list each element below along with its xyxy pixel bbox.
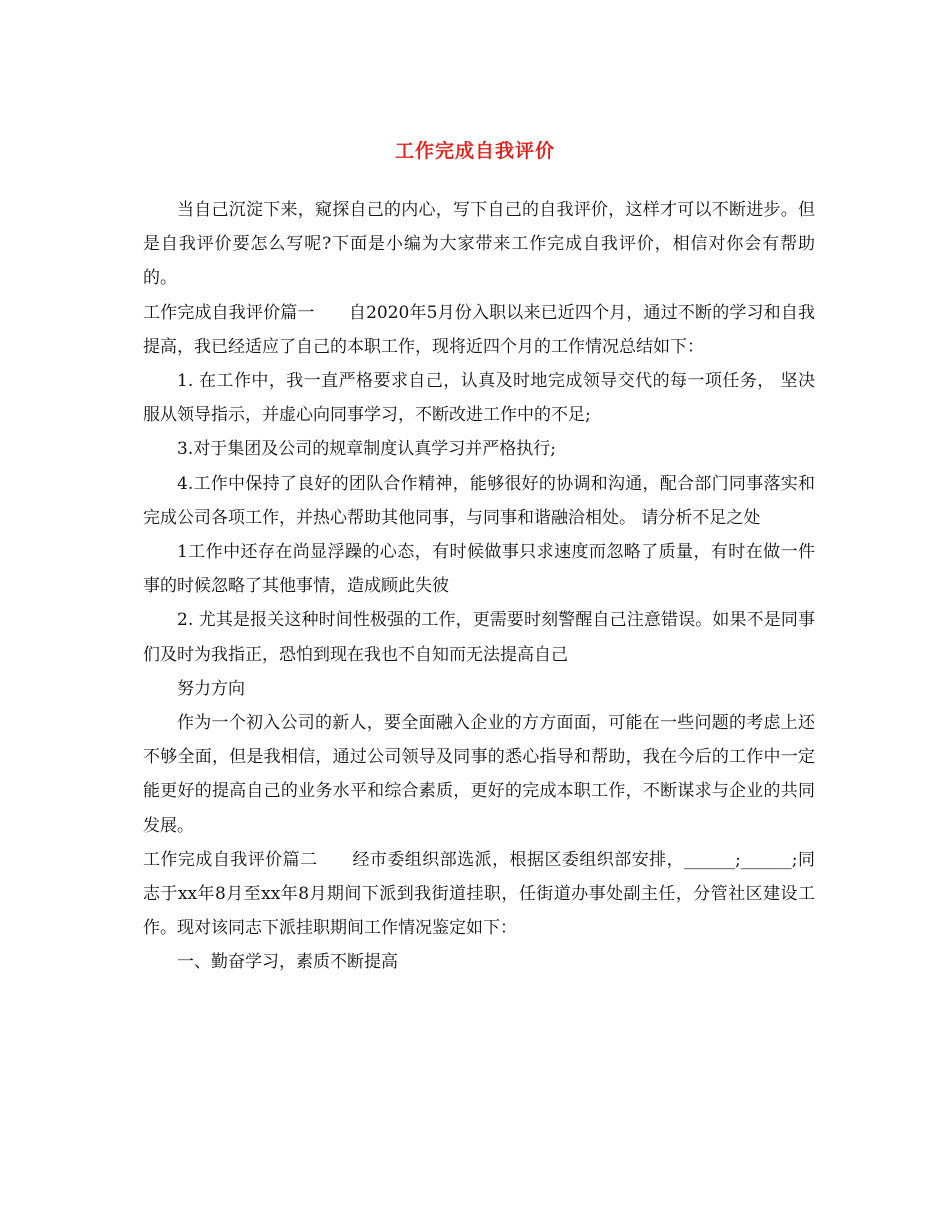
body-paragraph: 4.工作中保持了良好的团队合作精神，能够很好的协调和沟通，配合部门同事落实和完成公司各项工作，并热心帮助其他同事，与同事和谐融洽相处。 请分析不足之处 [143,473,815,528]
body-paragraph: 作为一个初入公司的新人，要全面融入企业的方方面面，可能在一些问题的考虑上还不够全面，但是我相信，通过公司领导及同事的悉心指导和帮助，我在今后的工作中一定能更好的提高自己的业务水平和综合素质，更好的完成本职工作，不断谋求与企业的共同发展。 [143,713,815,836]
body-paragraph: 当自己沉淀下来，窥探自己的内心，写下自己的自我评价，这样才可以不断进步。但是自我评价要怎么写呢?下面是小编为大家带来工作完成自我评价，相信对你会有帮助的。 [143,200,815,289]
body-paragraph: 3.对于集团及公司的规章制度认真学习并严格执行; [177,439,556,460]
body-paragraph: 一、勤奋学习，素质不断提高 [177,952,398,973]
document-title: 工作完成自我评价 [394,140,555,162]
body-paragraph: 1. 在工作中，我一直严格要求自己，认真及时地完成领导交代的每一项任务， 坚决服从领导指示，并虚心向同事学习，不断改进工作中的不足; [143,371,815,426]
body-paragraph: 工作完成自我评价篇一 自2020年5月份入职以来已近四个月，通过不断的学习和自我提高，我已经适应了自己的本职工作，现将近四个月的工作情况总结如下： [143,302,815,357]
document-body [143,193,815,980]
body-paragraph: 工作完成自我评价篇二 经市委组织部选派，根据区委组织部安排，______;______;同志于xx年8月至xx年8月期间下派到我街道挂职，任街道办事处副主任，分管社区建设工作。现对该同志下派挂职期间工作情况鉴定如下： [143,849,815,939]
body-paragraph: 1工作中还存在尚显浮躁的心态，有时候做事只求速度而忽略了质量，有时在做一件事的时候忽略了其他事情，造成顾此失彼 [143,542,815,597]
body-paragraph: 努力方向 [177,678,245,699]
body-paragraph: 2. 尤其是报关这种时间性极强的工作，更需要时刻警醒自己注意错误。如果不是同事们及时为我指正，恐怕到现在我也不自知而无法提高自己 [143,610,815,665]
